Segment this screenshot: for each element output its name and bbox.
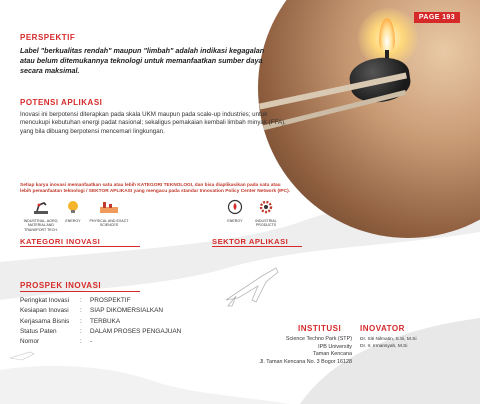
institusi-title: INSTITUSI xyxy=(298,324,342,333)
inovator-title: INOVATOR xyxy=(360,324,405,333)
page-number-badge: PAGE 193 xyxy=(414,12,460,23)
category-physical xyxy=(88,199,130,228)
kategori-title: KATEGORI INOVASI xyxy=(20,237,101,246)
prospek-divider xyxy=(20,291,140,292)
sector-industrial xyxy=(250,199,282,228)
sector-industrial-label: INDUSTRIAL PRODUCTS xyxy=(255,218,277,227)
table-row: Peringkat Inovasi : PROSPEKTIF xyxy=(20,297,131,304)
category-industrial xyxy=(18,199,64,232)
sector-energy xyxy=(222,199,248,223)
category-physical-label: PHYSICAL AND EXACT SCIENCES xyxy=(89,218,129,227)
kategori-divider xyxy=(20,246,140,247)
prospek-title: PROSPEK INOVASI xyxy=(20,281,102,290)
category-industrial-label: INDUSTRIAL, AGRO, MATERIAL AND TRANSPORT TECH. xyxy=(23,218,59,232)
industrial-robot-icon xyxy=(32,199,50,215)
prospek-table xyxy=(20,296,181,347)
institusi-address: Science Techno Park (STP) IPB University Taman Kencana Jl. Taman Kencana No. 3 Bogor 16128 xyxy=(259,336,352,365)
potensi-text: Inovasi ini berpotensi diterapkan pada skala UKM maupun pada scale-up industries; untuk mencukupi kebutuhan energi padat nasional; sekaligus pemakaian kembali limbah minyak (FFA), yang bila dibuang berpotensi mencemari lingkungan. xyxy=(20,111,286,135)
industrial-gear-icon xyxy=(258,199,274,215)
energy-bulb-icon xyxy=(65,199,81,215)
category-energy-label: ENERGY xyxy=(65,218,81,223)
potensi-title: POTENSI APLIKASI xyxy=(20,98,103,107)
table-row: Kerjasama Bisnis : TERBUKA xyxy=(20,317,121,325)
perspektif-title: PERSPEKTIF xyxy=(20,33,76,42)
inovator-names: Dr. Siti Nilmatin, S.Si, M.Si Dr. Ir. Irmansyah, M.Si xyxy=(360,337,417,349)
energy-sector-icon xyxy=(227,199,243,215)
table-row: Nomor : - xyxy=(20,338,93,346)
sektor-title: SEKTOR APLIKASI xyxy=(212,237,289,246)
perspektif-text: Label "berkualitas rendah" maupun "limbah" adalah indikasi kegagalan atau belum ditemukannya teknologi untuk memanfaatkan sumber daya secara maksimal. xyxy=(20,46,265,75)
sektor-divider xyxy=(212,246,302,247)
table-row: Kesiapan Inovasi : SIAP DIKOMERSIALKAN xyxy=(20,307,164,315)
physical-sciences-icon xyxy=(98,199,120,215)
category-note: Setiap karya inovasi memanfaatkan satu atau lebih KATEGORI TEKNOLOGI, dan bisa diaplikasikan pada satu atau lebih pemanfaatan teknologi / SEKTOR APLIKASI yang mengacu pada standar Innovation Policy Center Network (IPC). xyxy=(20,183,291,194)
category-energy xyxy=(60,199,86,223)
table-row: Status Paten : DALAM PROSES PENGAJUAN xyxy=(20,327,182,335)
sector-energy-label: ENERGY xyxy=(227,218,243,223)
